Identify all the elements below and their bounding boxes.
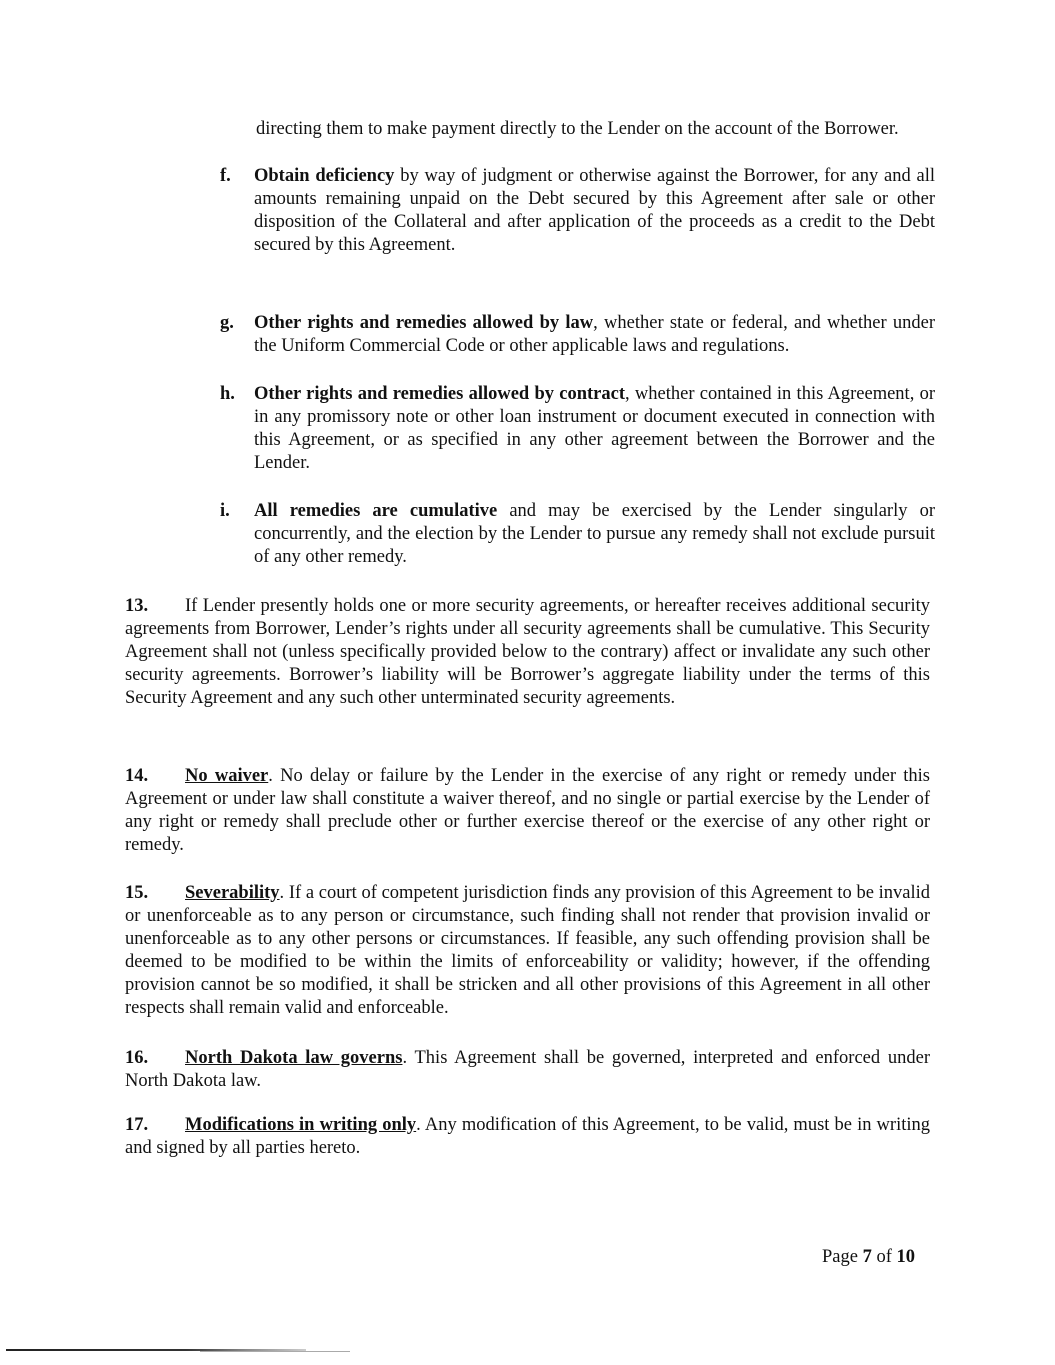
section-text: If Lender presently holds one or more security agreements, or hereafter receives additional security agreements from Borrower, Lender’s rights under all security agreements shall be cumulative. This Security Agreement shall not (unless specifically provided below to the contrary) affect or invalidate any such other security agreements. Borrower’s liability will be Borrower’s aggregate liability under the terms of this Security Agreement and any such other unterminated security agreements.	[125, 596, 930, 708]
continuation-paragraph: directing them to make payment directly to the Lender on the account of the Borrower.	[256, 119, 899, 139]
section-number: 16.	[125, 1048, 149, 1068]
section-heading: Severability	[185, 883, 280, 903]
scan-artifact-line	[200, 1351, 350, 1352]
subitem-i	[220, 500, 935, 569]
section-text: . Any modification of this Agreement, to be valid, must be in writing and signed by all parties hereto.	[125, 1115, 930, 1158]
total-pages: 10	[896, 1247, 916, 1267]
section-13	[125, 595, 930, 710]
section-16	[125, 1047, 930, 1093]
section-heading: No waiver	[185, 766, 269, 786]
subitem-heading: Obtain deficiency	[254, 166, 395, 186]
subitem-text: by way of judgment or otherwise against the Borrower, for any and all amounts remaining unpaid on the Debt secured by this Agreement after sale or other disposition of the Collateral and after application of the proceeds as a credit to the Debt secured by this Agreement.	[254, 166, 935, 255]
section-number: 14.	[125, 766, 149, 786]
section-14	[125, 765, 930, 857]
subitem-f	[220, 165, 935, 257]
section-heading: Modifications in writing only	[185, 1115, 417, 1135]
section-number: 17.	[125, 1115, 149, 1135]
page-number-footer	[822, 1247, 915, 1268]
subitem-g	[220, 312, 935, 358]
subitem-letter: i.	[220, 501, 230, 521]
subitem-heading: All remedies are cumulative	[254, 501, 498, 521]
subitem-text: and may be exercised by the Lender singularly or concurrently, and the election by the Lender to pursue any remedy shall not exclude pursuit of any other remedy.	[254, 501, 935, 567]
section-text: . If a court of competent jurisdiction finds any provision of this Agreement to be invalid or unenforceable as to any person or circumstance, such finding shall not render that provision invalid or unenforceable as to any other persons or circumstances. If feasible, any such offending provision shall be deemed to be modified to be within the limits of enforceability or validity; however, if the offending provision cannot be so modified, it shall be stricken and all other provisions of this Agreement in all other respects shall remain valid and enforceable.	[125, 883, 930, 1018]
subitem-letter: g.	[220, 313, 234, 333]
subitem-heading: Other rights and remedies allowed by contract	[254, 384, 626, 404]
section-17	[125, 1114, 930, 1160]
section-text: . No delay or failure by the Lender in the exercise of any right or remedy under this Agreement or under law shall constitute a waiver thereof, and no single or partial exercise by the Lender of any right or remedy shall preclude other or further exercise thereof or the exercise of any other right or remedy.	[125, 766, 930, 855]
section-number: 13.	[125, 596, 149, 616]
subitem-letter: h.	[220, 384, 235, 404]
subitem-text: , whether state or federal, and whether under the Uniform Commercial Code or other applicable laws and regulations.	[254, 313, 936, 356]
page-label: Page	[822, 1247, 858, 1267]
section-heading: North Dakota law governs	[185, 1048, 403, 1068]
subitem-h	[220, 383, 935, 475]
of-label: of	[876, 1247, 892, 1267]
section-number: 15.	[125, 883, 149, 903]
current-page: 7	[862, 1247, 872, 1267]
section-15	[125, 882, 930, 1020]
section-text: . This Agreement shall be governed, interpreted and enforced under North Dakota law.	[125, 1048, 930, 1091]
subitem-letter: f.	[220, 166, 231, 186]
subitem-heading: Other rights and remedies allowed by law	[254, 313, 594, 333]
subitem-text: , whether contained in this Agreement, or in any promissory note or other loan instrument or document executed in connection with this Agreement, or as specified in any other agreement between the Borrower and the Lender.	[254, 384, 935, 473]
